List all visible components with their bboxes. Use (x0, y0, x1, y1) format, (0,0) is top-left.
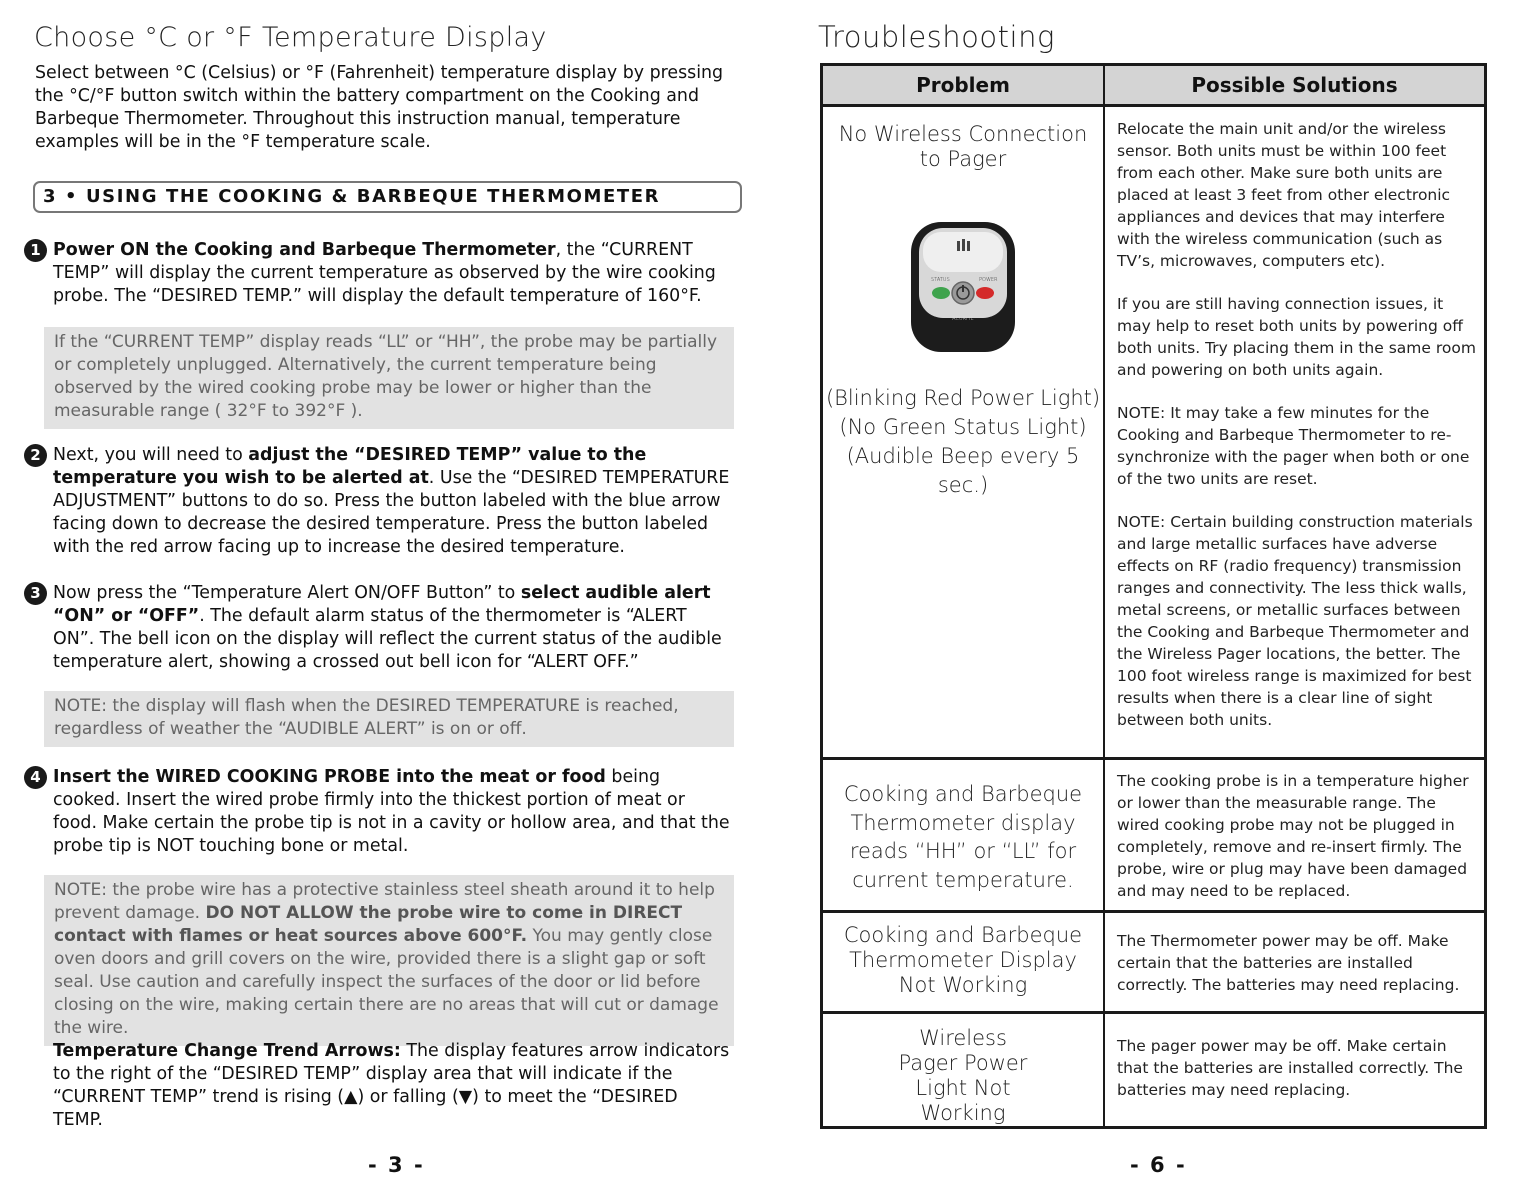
table-row (822, 912, 1486, 1013)
solution-text: If you are still having connection issues, it may help to reset both units by powering off both units. Try placing them in the same room and powering on both units again. (1117, 295, 1476, 379)
temperature-display-intro: Select between °C (Celsius) or °F (Fahrenheit) temperature display by pressing the °C/°F button switch within the battery compartment on the Cooking and Barbeque Thermometer. Throughout this instruction manual, temperature examples will be in the °F temperature scale. (35, 63, 724, 152)
solution-text: NOTE: Certain building construction materials and large metallic surfaces have adverse effects on RF (radio frequency) transmission ranges and connectivity. The less thick walls, metal screens, or metallic surfaces between the Cooking and Barbeque Thermometer and the Wireless Pager locations, the better. The 100 foot wireless range is maximized for best results when there is a clear line of sight between both units. (1117, 513, 1473, 729)
solution-text: Relocate the main unit and/or the wireless sensor. Both units must be within 100 feet from each other. Make sure both units are placed at least 3 feet from other electronic appliances and devices that may interfere with the wireless communication (such as TV’s, microwaves, computers etc). (1117, 120, 1451, 270)
problem-text: No Wireless Connection to Pager (838, 122, 1088, 171)
table-row (822, 759, 1486, 912)
up-arrow-icon: ▲ (344, 1087, 358, 1107)
problem-cell (822, 759, 1105, 912)
pager-icon (909, 220, 1017, 354)
step-2-bold: adjust the “DESIRED TEMP” value to the temperature you wish to be alerted at (53, 445, 647, 488)
solution-cell (1104, 912, 1486, 1013)
indicator-blinking-red: (Blinking Red Power Light) (825, 386, 1101, 410)
trend-bold: Temperature Change Trend Arrows: (53, 1041, 401, 1061)
step-number-2: 2 (24, 444, 47, 467)
pager-power-label: POWER (979, 277, 998, 283)
step-3-text: . The default alarm status of the thermometer is “ALERT ON”. The bell icon on the display will reflect the current status of the audible temperature alert, showing a crossed out bell icon for “ALERT OFF.” (53, 606, 722, 672)
step-1-bold: Power ON the Cooking and Barbeque Thermometer (53, 240, 556, 260)
step-1-text: , the “CURRENT TEMP” will display the current temperature as observed by the wire cooking probe. The “DESIRED TEMP.” will display the default temperature of 160°F. (53, 240, 716, 306)
header-problem: Problem (822, 65, 1105, 106)
note-desired-flash: NOTE: the display will flash when the DESIRED TEMPERATURE is reached, regardless of weather the “AUDIBLE ALERT” is on or off. (44, 691, 734, 747)
troubleshooting-title: Troubleshooting (818, 20, 1055, 54)
step-number-4: 4 (24, 766, 47, 789)
temperature-display-title: Choose °C or °F Temperature Display (34, 22, 547, 53)
trend-text-3: ) to meet the “DESIRED TEMP. (53, 1087, 678, 1130)
step-2 (30, 444, 733, 559)
indicator-audible-beep: (Audible Beep every 5 sec.) (846, 444, 1080, 497)
page-number-left: - 3 - (368, 1153, 425, 1177)
step-3-bold: select audible alert “ON” or “OFF” (53, 583, 711, 626)
problem-text: Cooking and Barbeque Thermometer display reads “HH” or “LL” for current temperature. (843, 782, 1083, 892)
solution-text: The pager power may be off. Make certain that the batteries are installed correctly. The batteries may need replacing. (1117, 1037, 1463, 1099)
trend-arrows-paragraph (53, 1040, 733, 1132)
note-probe-sheath (44, 875, 734, 1046)
pager-status-label: STATUS (931, 277, 950, 283)
problem-text: Wireless Pager Power Light Not Working (898, 1026, 1028, 1125)
step-4-text: being cooked. Insert the wired probe firmly into the thickest portion of meat or food. Make certain the probe tip is not in a cavity or hollow area, and that the probe tip is NOT touching bone or metal. (53, 767, 730, 856)
indicator-list (823, 384, 1103, 500)
note-3-post: You may gently close oven doors and grill covers on the wire, provided there is a slight gap or soft seal. Use caution and carefully inspect the surfaces of the door or lid before closing on the wire, making certain there are no areas that will cut or damage the wire. (54, 926, 719, 1038)
solution-cell (1104, 1013, 1486, 1128)
header-solutions: Possible Solutions (1104, 65, 1486, 106)
troubleshooting-table (820, 63, 1487, 1129)
step-3 (30, 582, 733, 674)
solution-cell (1104, 106, 1486, 759)
step-1 (30, 239, 733, 308)
problem-cell (822, 1013, 1105, 1128)
down-arrow-icon: ▼ (458, 1087, 473, 1107)
step-2-pre: Next, you will need to (53, 445, 249, 465)
table-row (822, 106, 1486, 759)
status-light-icon (932, 287, 950, 299)
indicator-no-green: (No Green Status Light) (839, 415, 1087, 439)
problem-cell (822, 106, 1105, 759)
page-number-right: - 6 - (1130, 1153, 1187, 1177)
right-page (770, 0, 1540, 1190)
step-number-1: 1 (24, 239, 47, 262)
table-row (822, 1013, 1486, 1128)
trend-text-2: ) or falling ( (357, 1087, 459, 1107)
solution-text: NOTE: It may take a few minutes for the Cooking and Barbeque Thermometer to re-synchronize with the pager when both or one of the two units are reset. (1117, 404, 1470, 488)
note-3-warning: DO NOT ALLOW the probe wire to come in DIRECT contact with flames or heat sources above 600°F. (54, 903, 683, 946)
wireless-pager-image (909, 220, 1017, 354)
power-light-icon (976, 287, 994, 299)
problem-text: Cooking and Barbeque Thermometer Display Not Working (843, 923, 1083, 997)
step-4 (30, 766, 733, 858)
solution-cell (1104, 759, 1486, 912)
solution-text: The cooking probe is in a temperature higher or lower than the measurable range. The wired cooking probe may not be plugged in completely, remove and re-insert firmly. The probe, wire or plug may have been damaged and may need to be replaced. (1117, 772, 1469, 900)
problem-cell (822, 912, 1105, 1013)
step-4-bold: Insert the WIRED COOKING PROBE into the meat or food (53, 767, 606, 787)
solution-text: The Thermometer power may be off. Make certain that the batteries are installed correctly. The batteries may need replacing. (1117, 932, 1460, 994)
note-probe-range: If the “CURRENT TEMP” display reads “LL” or “HH”, the probe may be partially or completely unplugged. Alternatively, the current temperature being observed by the wired cooking probe may be lower or higher than the measurable range ( 32°F to 392°F ). (44, 327, 734, 429)
section-heading: 3 • USING THE COOKING & BARBEQUE THERMOMETER (33, 181, 742, 213)
step-2-text: . Use the “DESIRED TEMPERATURE ADJUSTMENT” buttons to do so. Press the button labeled with the blue arrow facing down to decrease the desired temperature. Press the button labeled with the red arrow facing up to increase the desired temperature. (53, 468, 730, 557)
note-3-pre: NOTE: the probe wire has a protective stainless steel sheath around it to help prevent damage. (54, 880, 715, 923)
step-3-pre: Now press the “Temperature Alert ON/OFF Button” to (53, 583, 521, 603)
pager-brand: ACURITE (952, 316, 974, 322)
table-header-row (822, 65, 1486, 106)
step-number-3: 3 (24, 582, 47, 605)
trend-text-1: The display features arrow indicators to the right of the “DESIRED TEMP” display area that will indicate if the “CURRENT TEMP” trend is rising ( (53, 1041, 730, 1107)
